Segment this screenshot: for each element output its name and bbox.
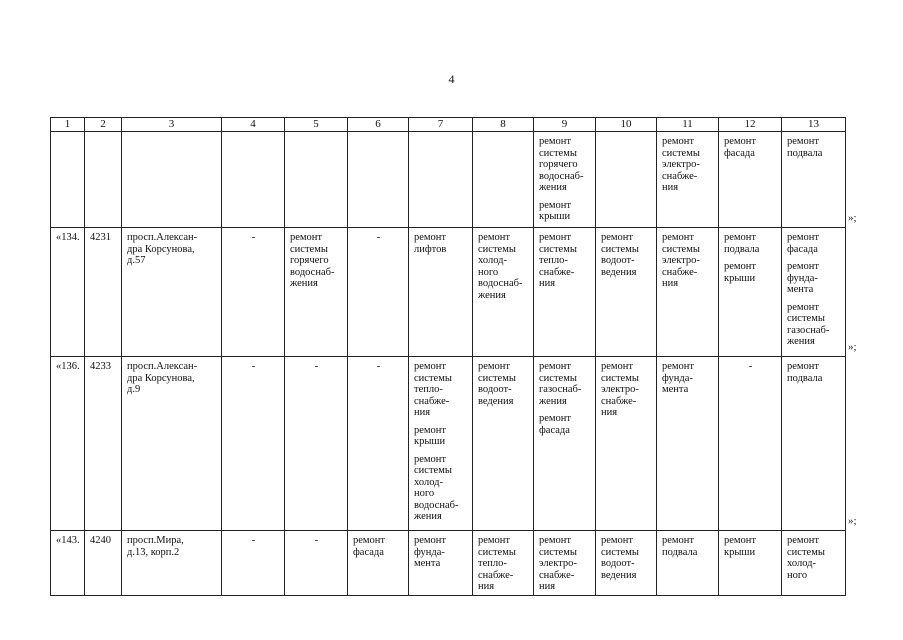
table-cell-col-3 xyxy=(122,132,222,228)
cell-entry: - xyxy=(376,232,381,243)
table-cell-col-2 xyxy=(85,357,122,531)
table-cell-col-12 xyxy=(719,132,782,228)
cell-entry: ремонт системы водоот- ведения xyxy=(601,232,639,278)
cell-entry: - xyxy=(314,535,319,546)
cell-entry: ремонт системы горячего водоснаб- жения xyxy=(290,232,335,289)
table-cell-col-6 xyxy=(348,228,409,357)
table-cell-col-7 xyxy=(409,357,473,531)
cell-entry: ремонт фунда- мента xyxy=(414,535,447,569)
table-cell-col-8 xyxy=(473,132,534,228)
column-header-1: 1 xyxy=(51,118,85,132)
table-cell-col-3 xyxy=(122,531,222,596)
table-row xyxy=(51,132,846,228)
cell-entry: ремонт системы горячего водоснаб- жения xyxy=(539,136,584,193)
cell-entry: «136. xyxy=(56,361,80,372)
table-cell-col-2 xyxy=(85,228,122,357)
cell-entry: ремонт системы электро- снабже- ния xyxy=(539,535,577,592)
cell-entry: ремонт системы водоот- ведения xyxy=(478,361,516,407)
table-cell-col-7 xyxy=(409,531,473,596)
cell-entry: ремонт системы тепло- снабже- ния xyxy=(414,361,452,418)
cell-entry: ремонт подвала xyxy=(787,136,823,159)
row-end-mark: »; xyxy=(848,341,857,353)
cell-entry: ремонт фасада xyxy=(724,136,757,159)
table-cell-col-13 xyxy=(782,132,846,228)
cell-entry: - xyxy=(314,361,319,372)
cell-entry: ремонт системы газоснаб- жения xyxy=(539,361,582,407)
table-row xyxy=(51,357,846,531)
cell-entry: ремонт системы электро- снабже- ния xyxy=(662,136,700,193)
cell-entry: - xyxy=(251,232,256,243)
column-header-12: 12 xyxy=(719,118,782,132)
cell-entry: ремонт подвала xyxy=(787,361,823,384)
table-cell-col-10 xyxy=(596,357,657,531)
table-cell-col-1 xyxy=(51,357,85,531)
table-cell-col-13 xyxy=(782,531,846,596)
cell-entry: ремонт системы холод- ного водоснаб- жения xyxy=(414,453,459,522)
table-cell-col-6 xyxy=(348,132,409,228)
table-cell-col-10 xyxy=(596,531,657,596)
table-cell-col-8 xyxy=(473,228,534,357)
cell-entry: просп.Алексан- дра Корсунова, д.57 xyxy=(127,232,198,266)
cell-entry: ремонт системы газоснаб- жения xyxy=(787,301,830,347)
cell-entry: ремонт системы электро- снабже- ния xyxy=(601,361,639,418)
repair-schedule-table xyxy=(50,117,846,596)
table-cell-col-5 xyxy=(285,357,348,531)
row-end-mark: »; xyxy=(848,515,857,527)
column-header-10: 10 xyxy=(596,118,657,132)
table-cell-col-5 xyxy=(285,132,348,228)
cell-entry: ремонт крыши xyxy=(539,199,572,222)
table-cell-col-11 xyxy=(657,228,719,357)
table-cell-col-4 xyxy=(222,228,285,357)
cell-entry: ремонт лифтов xyxy=(414,232,447,255)
column-header-6: 6 xyxy=(348,118,409,132)
cell-entry: ремонт подвала xyxy=(724,232,760,255)
table-cell-col-8 xyxy=(473,531,534,596)
cell-entry: ремонт системы тепло- снабже- ния xyxy=(478,535,516,592)
table-cell-col-7 xyxy=(409,228,473,357)
table-cell-col-5 xyxy=(285,531,348,596)
table-cell-col-11 xyxy=(657,531,719,596)
cell-entry: ремонт крыши xyxy=(724,535,757,558)
cell-entry: 4240 xyxy=(90,535,111,546)
table-cell-col-10 xyxy=(596,228,657,357)
row-end-mark: »; xyxy=(848,212,857,224)
cell-entry: ремонт фунда- мента xyxy=(787,261,820,295)
column-header-5: 5 xyxy=(285,118,348,132)
cell-entry: - xyxy=(251,361,256,372)
cell-entry: ремонт крыши xyxy=(724,261,757,284)
table-cell-col-11 xyxy=(657,132,719,228)
column-header-13: 13 xyxy=(782,118,846,132)
table-cell-col-9 xyxy=(534,531,596,596)
cell-entry: «143. xyxy=(56,535,80,546)
table-cell-col-9 xyxy=(534,228,596,357)
cell-entry: 4233 xyxy=(90,361,111,372)
table-cell-col-1 xyxy=(51,228,85,357)
column-header-11: 11 xyxy=(657,118,719,132)
table-cell-col-12 xyxy=(719,357,782,531)
cell-entry: просп.Мира, д.13, корп.2 xyxy=(127,535,184,558)
cell-entry: ремонт системы электро- снабже- ния xyxy=(662,232,700,289)
cell-entry: - xyxy=(748,361,753,372)
table-cell-col-8 xyxy=(473,357,534,531)
cell-entry: ремонт системы тепло- снабже- ния xyxy=(539,232,577,289)
cell-entry: ремонт фасада xyxy=(539,413,572,436)
table-cell-col-11 xyxy=(657,357,719,531)
table-cell-col-4 xyxy=(222,132,285,228)
table-cell-col-1 xyxy=(51,531,85,596)
table-cell-col-3 xyxy=(122,228,222,357)
table-cell-col-9 xyxy=(534,132,596,228)
cell-entry: ремонт системы холод- ного водоснаб- жения xyxy=(478,232,523,301)
column-header-7: 7 xyxy=(409,118,473,132)
cell-entry: ремонт крыши xyxy=(414,424,447,447)
cell-entry: ремонт фасада xyxy=(353,535,386,558)
cell-entry: ремонт подвала xyxy=(662,535,698,558)
table-cell-col-6 xyxy=(348,357,409,531)
cell-entry: ремонт фасада xyxy=(787,232,820,255)
table-cell-col-3 xyxy=(122,357,222,531)
cell-entry: ремонт системы водоот- ведения xyxy=(601,535,639,581)
column-header-8: 8 xyxy=(473,118,534,132)
cell-entry: - xyxy=(251,535,256,546)
cell-entry: «134. xyxy=(56,232,80,243)
column-header-3: 3 xyxy=(122,118,222,132)
table-cell-col-2 xyxy=(85,132,122,228)
column-header-2: 2 xyxy=(85,118,122,132)
column-header-4: 4 xyxy=(222,118,285,132)
table-row xyxy=(51,531,846,596)
table-cell-col-13 xyxy=(782,357,846,531)
table-cell-col-5 xyxy=(285,228,348,357)
cell-entry: ремонт фунда- мента xyxy=(662,361,695,395)
table-cell-col-7 xyxy=(409,132,473,228)
column-header-9: 9 xyxy=(534,118,596,132)
table-cell-col-9 xyxy=(534,357,596,531)
table-cell-col-2 xyxy=(85,531,122,596)
cell-entry: просп.Алексан- дра Корсунова, д.9 xyxy=(127,361,198,395)
table-cell-col-12 xyxy=(719,531,782,596)
cell-entry: - xyxy=(376,361,381,372)
table-cell-col-1 xyxy=(51,132,85,228)
cell-entry: 4231 xyxy=(90,232,111,243)
cell-entry: ремонт системы холод- ного xyxy=(787,535,825,581)
table-cell-col-10 xyxy=(596,132,657,228)
table-cell-col-12 xyxy=(719,228,782,357)
table-cell-col-4 xyxy=(222,531,285,596)
page-number: 4 xyxy=(448,72,455,86)
table-cell-col-6 xyxy=(348,531,409,596)
table-row xyxy=(51,228,846,357)
table-cell-col-4 xyxy=(222,357,285,531)
table-cell-col-13 xyxy=(782,228,846,357)
header-row xyxy=(51,118,846,132)
